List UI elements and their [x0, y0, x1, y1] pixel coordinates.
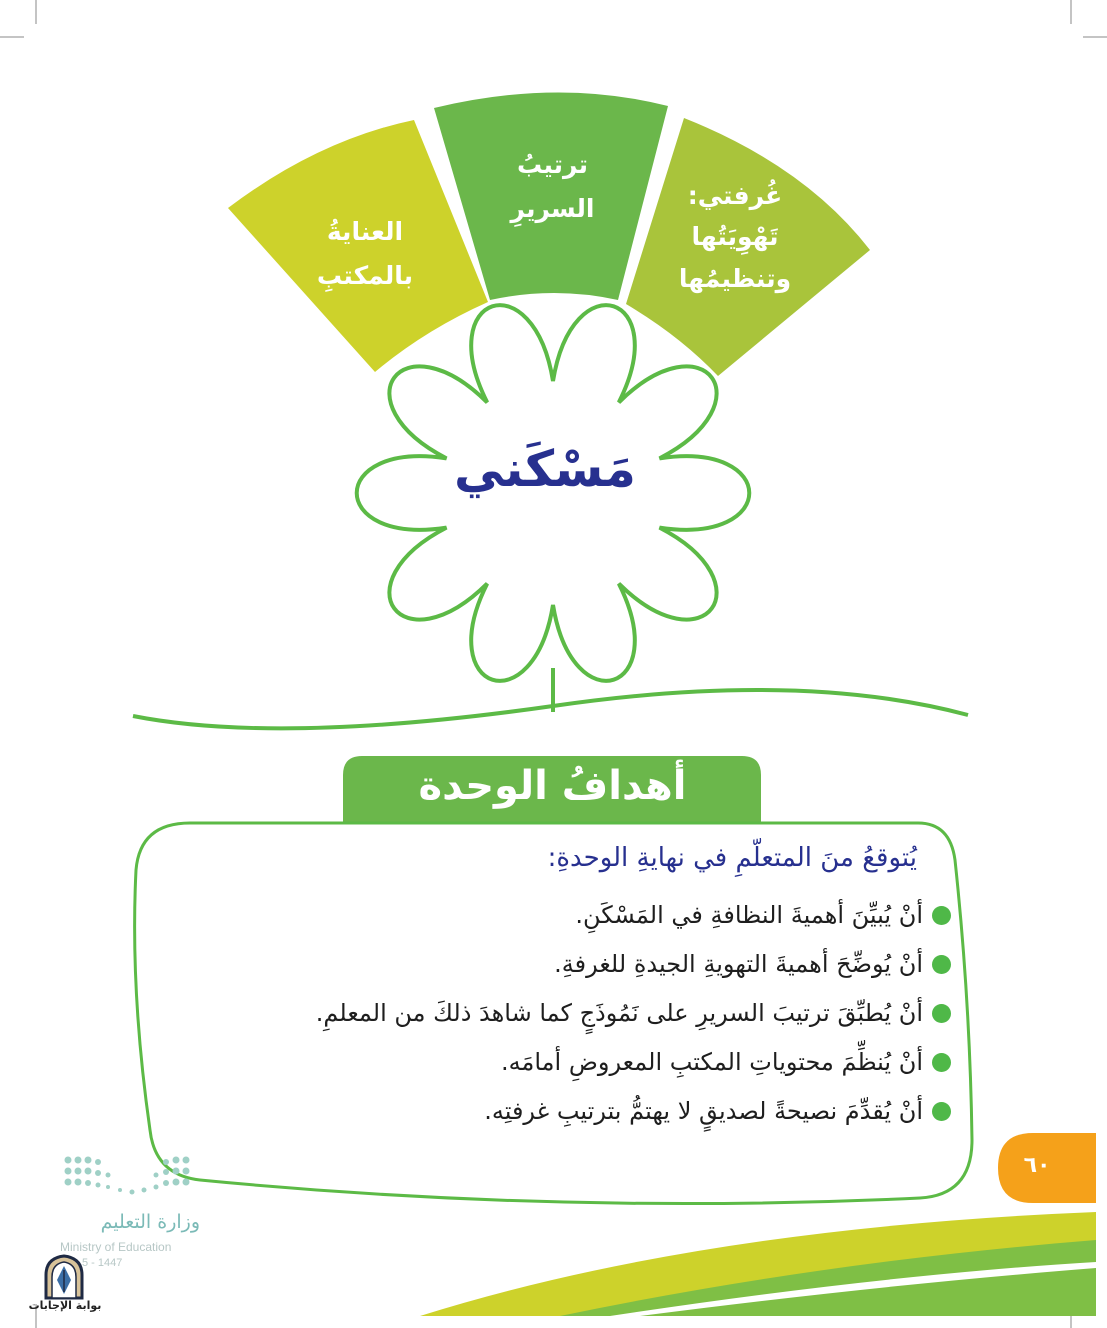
- ministry-name-arabic: وزارة التعليم: [100, 1211, 200, 1233]
- hill-line: [133, 690, 968, 728]
- goals-intro: يُتوقعُ منَ المتعلّمِ في نهايةِ الوحدةِ:: [547, 843, 917, 873]
- petal-middle-label: [485, 143, 620, 231]
- petal-right-label: [665, 175, 805, 299]
- unit-title: مَسْكَني: [454, 440, 636, 498]
- goal-item: [191, 942, 951, 991]
- green-dot-icon: [932, 906, 951, 925]
- ministry-name-english: Ministry of Education: [60, 1240, 172, 1254]
- petal-left-line-2: بالمكتبِ: [316, 260, 414, 290]
- petal-middle-line-1: ترتيبُ: [517, 150, 588, 179]
- green-dot-icon: [932, 1004, 951, 1023]
- petal-right-line-2: تَهْوِيَتُها: [691, 222, 779, 252]
- petal-middle-line-2: السريرِ: [510, 193, 595, 223]
- goal-text: أنْ يُبيِّنَ أهميةَ النظافةِ في المَسْكَنِ.: [575, 901, 923, 929]
- petal-left-line-1: العنايةُ: [326, 217, 404, 246]
- goal-text: أنْ يُقدِّمَ نصيحةً لصديقٍ لا يهتمُّ بترتيبِ غرفتِه.: [484, 1097, 923, 1125]
- goals-list: [191, 893, 951, 1138]
- goals-title: أهدافُ الوحدة: [418, 763, 687, 809]
- portal-logo-icon: [46, 1256, 82, 1298]
- ministry-year: 5 - 1447: [82, 1257, 123, 1269]
- green-dot-icon: [932, 1053, 951, 1072]
- green-dot-icon: [932, 955, 951, 974]
- portal-name: بوابة الإجابات: [28, 1299, 102, 1312]
- goal-item: [191, 1089, 951, 1138]
- petal-right-line-3: وتنظيمُها: [678, 263, 792, 293]
- goal-item: [191, 893, 951, 942]
- green-dot-icon: [932, 1102, 951, 1121]
- goal-text: أنْ يُنظِّمَ محتوياتِ المكتبِ المعروضِ أمامَه.: [501, 1048, 923, 1076]
- goal-text: أنْ يُوضِّحَ أهميةَ التهويةِ الجيدةِ للغرفةِ.: [554, 950, 923, 978]
- petal-left-label: [300, 210, 430, 298]
- goal-item: [191, 1040, 951, 1089]
- page-number: ٦٠: [1023, 1153, 1051, 1178]
- petal-right-line-1: غُرفتي:: [687, 181, 783, 210]
- goal-item: [191, 991, 951, 1040]
- goal-text: أنْ يُطبِّقَ ترتيبَ السريرِ على نَمُوذَجٍ كما شاهدَ ذلكَ من المعلمِ.: [315, 999, 923, 1027]
